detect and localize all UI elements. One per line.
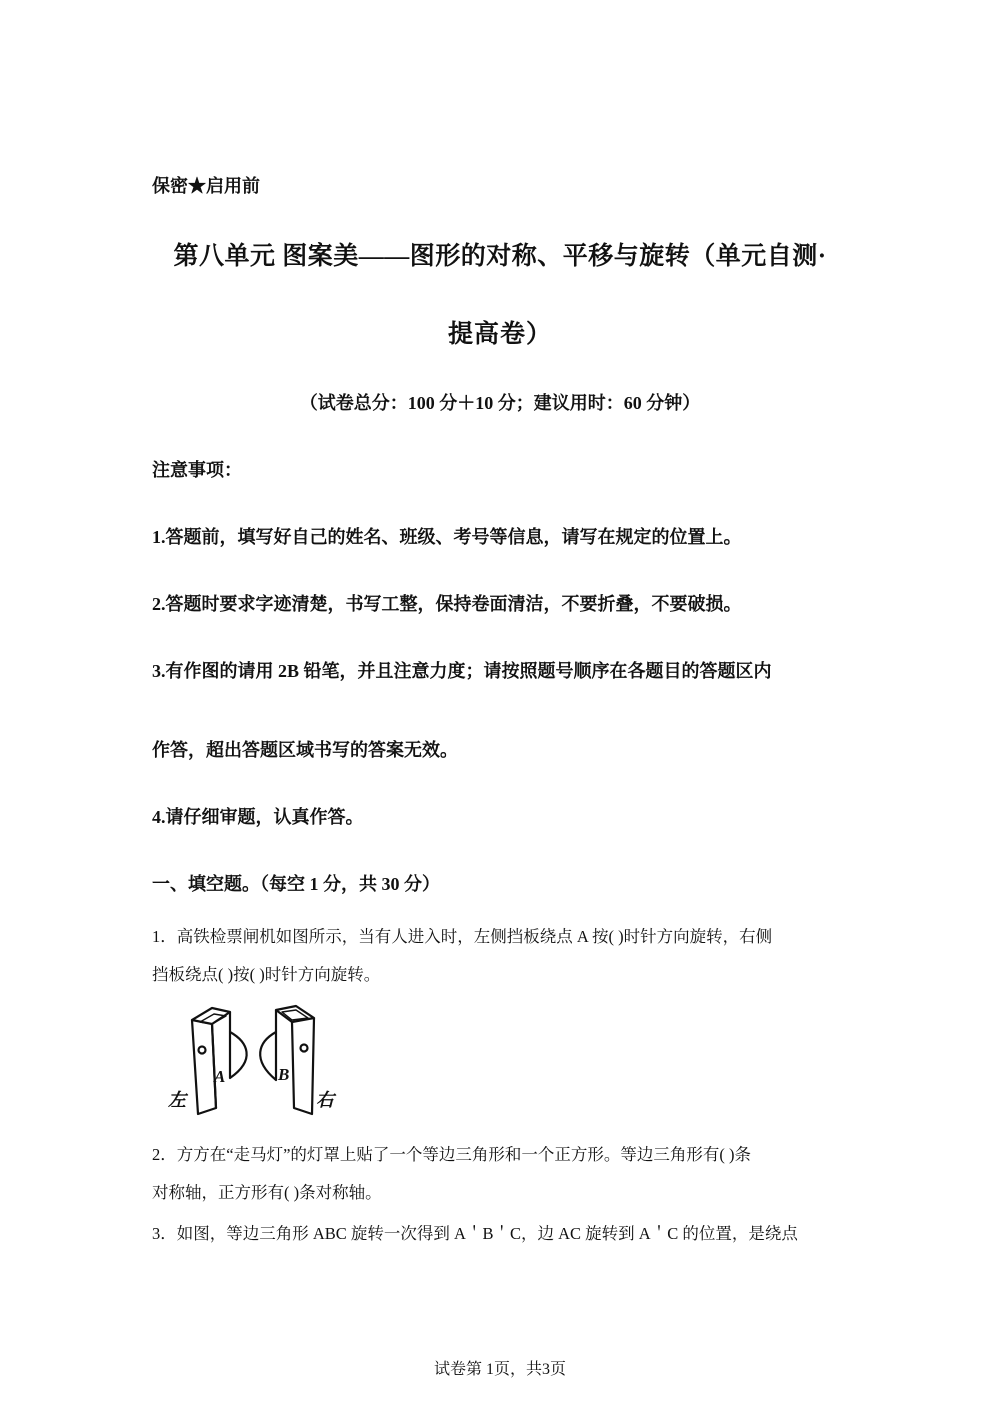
page-footer: 试卷第 1页，共3页 (433, 1361, 566, 1378)
secret-mark: 保密★启用前 (152, 176, 260, 196)
question-2 (152, 1136, 852, 1212)
question-1-line2: 挡板绕点( )按( )时针方向旋转。 (152, 965, 381, 984)
label-right: 右 (316, 1090, 334, 1111)
question-2-line1: 2．方方在“走马灯”的灯罩上贴了一个等边三角形和一个正方形。等边三角形有( )条 (152, 1145, 752, 1164)
point-b-label: B (278, 1065, 290, 1084)
question-3-line1: 3．如图，等边三角形 ABC 旋转一次得到 A＇B＇C，边 AC 旋转到 A＇C 的位置，是绕点 (152, 1224, 798, 1243)
notes-heading: 注意事项： (152, 460, 242, 480)
question-3 (152, 1215, 852, 1253)
question-1 (152, 918, 852, 994)
point-a-label: A (214, 1067, 226, 1086)
gate-illustration (164, 1002, 344, 1120)
label-left: 左 (168, 1090, 186, 1111)
note-item-3-cont: 作答，超出答题区域书写的答案无效。 (152, 740, 458, 760)
page-title: 第八单元 图案美——图形的对称、平移与旋转（单元自测· (173, 243, 827, 270)
note-item-2: 2.答题时要求字迹清楚，书写工整，保持卷面清洁，不要折叠，不要破损。 (152, 594, 742, 614)
note-item-3: 3.有作图的请用 2B 铅笔，并且注意力度；请按照题号顺序在各题目的答题区内 (152, 661, 772, 681)
section-heading: 一、填空题。（每空 1 分，共 30 分） (152, 874, 440, 894)
exam-info: （试卷总分：100 分＋10 分；建议用时：60 分钟） (299, 393, 701, 413)
question-2-line2: 对称轴，正方形有( )条对称轴。 (152, 1183, 382, 1202)
page-title-line2: 提高卷） (447, 321, 552, 348)
gate-figure (164, 1002, 344, 1120)
note-item-1: 1.答题前，填写好自己的姓名、班级、考号等信息，请写在规定的位置上。 (152, 527, 742, 547)
note-item-4: 4.请仔细审题，认真作答。 (152, 807, 364, 827)
question-1-line1: 1．高铁检票闸机如图所示，当有人进入时，左侧挡板绕点 A 按( )时针方向旋转，右侧 (152, 927, 773, 946)
